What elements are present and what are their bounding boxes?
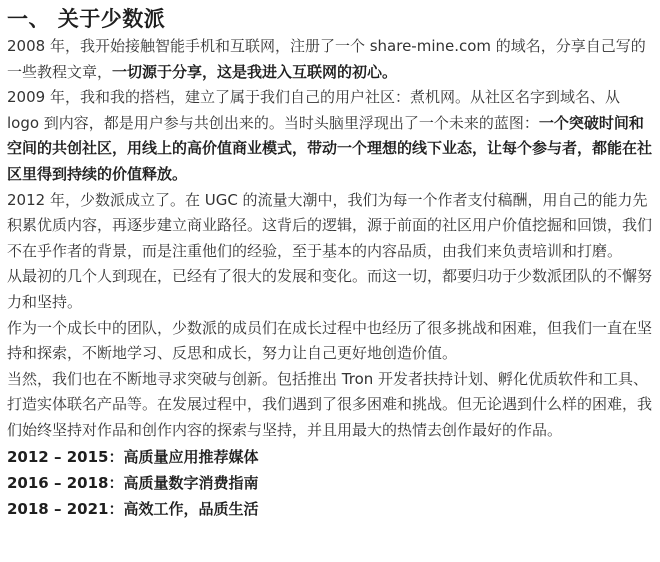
paragraph-growth — [7, 264, 654, 315]
paragraph-text: 2012 年，少数派成立了。在 UGC 的流量大潮中，我们为每一个作者支付稿酬，用自己的能力先积累优质内容，再逐步建立商业路径。这背后的逻辑，源于前面的社区用户价值挖掘和回馈，我们不在乎作者的背景，而是注重他们的经验，至于基本的内容品质，由我们来负责培训和打磨。 — [7, 190, 653, 260]
timeline-item-2018-2021: 2018 – 2021：高效工作，品质生活 — [7, 499, 259, 518]
paragraph-2012 — [7, 188, 654, 265]
paragraph-text: 当然，我们也在不断地寻求突破与创新。包括推出 Tron 开发者扶持计划、孵化优质软件和工具、打造实体联名产品等。在发展过程中，我们遇到了很多困难和挑战。但无论遇到什么样的困难，我们始终坚持对作品和创作内容的探索与坚持，并且用最大的热情去创作最好的作品。 — [7, 369, 653, 439]
timeline-item-2012-2015: 2012 – 2015：高质量应用推荐媒体 — [7, 447, 259, 466]
paragraph-emphasis: 一切源于分享，这是我进入互联网的初心。 — [112, 62, 398, 81]
timeline-item-2016-2018: 2016 – 2018：高质量数字消费指南 — [7, 473, 259, 492]
paragraph-text: 从最初的几个人到现在，已经有了很大的发展和变化。而这一切，都要归功于少数派团队的不懈努力和坚持。 — [7, 267, 653, 311]
paragraph-innovation — [7, 367, 654, 444]
paragraph-text: 作为一个成长中的团队，少数派的成员们在成长过程中也经历了很多挑战和困难，但我们一直在坚持和探索，不断地学习、反思和成长，努力让自己更好地创造价值。 — [7, 318, 653, 363]
paragraph-team — [7, 316, 654, 367]
paragraph-2008 — [7, 34, 654, 85]
paragraph-text: 2009 年，我和我的搭档，建立了属于我们自己的用户社区：煮机网。从社区名字到域名、从 logo 到内容，都是用户参与共创出来的。当时头脑里浮现出了一个未来的蓝图： — [7, 88, 620, 132]
paragraph-2009 — [7, 85, 654, 187]
paragraph-emphasis: 一个突破时间和空间的共创社区，用线上的高价值商业模式，带动一个理想的线下业态，让每个参与者，都能在社区里得到持续的价值释放。 — [7, 113, 653, 183]
paragraph-text: 2008 年，我开始接触智能手机和互联网，注册了一个 share-mine.com 的域名，分享自己写的一些教程文章， — [7, 37, 646, 81]
section-heading: 一、 关于少数派 — [7, 7, 166, 31]
